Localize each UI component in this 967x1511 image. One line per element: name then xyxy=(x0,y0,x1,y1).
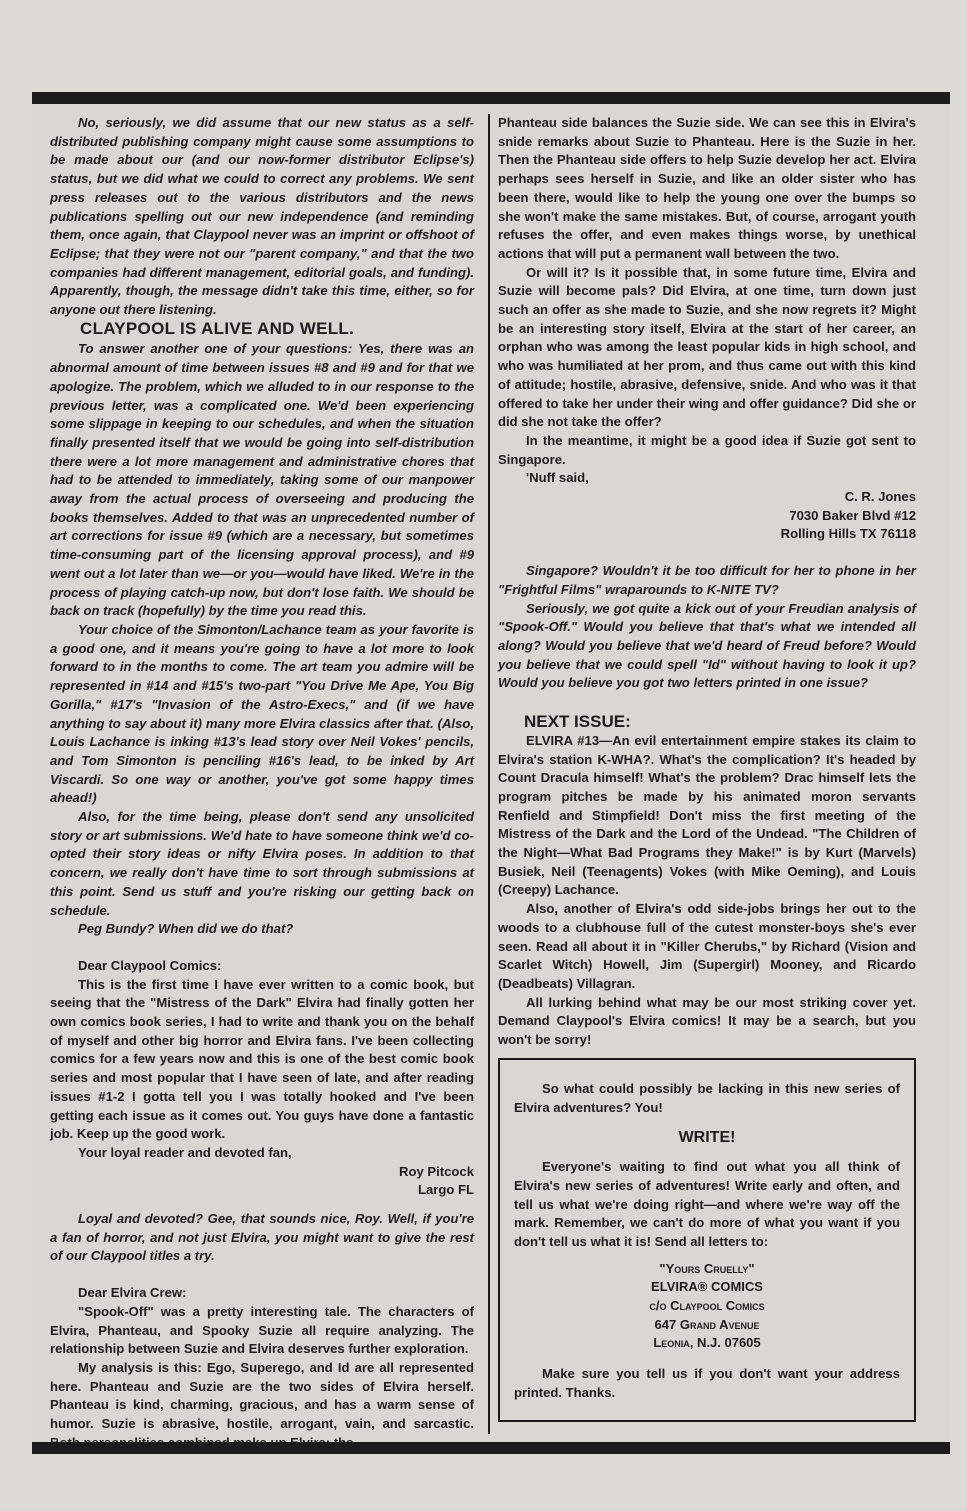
address-line: "Yours Cruelly" xyxy=(659,1260,755,1276)
editor-reply-8: Seriously, we got quite a kick out of your Freudian analysis of "Spook-Off." Would you believe that that's what we intended all along? Would you believe that we'd heard of Freud before? Would you believe that we could spell "Id" without having to look it up? Would you believe you got two letters printed in one issue? xyxy=(498,600,916,691)
editor-reply-7: Singapore? Wouldn't it be too difficult for her to phone in her "Frightful Films" wraparounds to K-NITE TV? xyxy=(498,563,916,597)
editor-reply-6: Loyal and devoted? Gee, that sounds nice, Roy. Well, if you're a fan of horror, and not just Elvira, you might want to give the rest of our Claypool titles a try. xyxy=(50,1211,474,1264)
next-issue-heading: NEXT ISSUE: xyxy=(524,712,631,732)
letter-paragraph: Phanteau side balances the Suzie side. We can see this in Elvira's snide remarks about Suzie to Phanteau. Here is the Suzie in her. Then the Phanteau side offers to help Suzie develop her act. Elvira perhaps sees herself in Suzie, and like an older sister who has been there, would like to help the young one over the bumps so she won't make the same mistakes. But, of course, arrogant youth refuses the offer, and even makes things worse, by unethical actions that will put a permanent wall between the two. xyxy=(498,115,916,261)
letter-paragraph: "Spook-Off" was a pretty interesting tale. The characters of Elvira, Phanteau, and Spooky Suzie all require analyzing. The relationship between Suzie and Elvira deserves further exploration. xyxy=(50,1303,474,1357)
write-closing: Make sure you tell us if you don't want your address printed. Thanks. xyxy=(514,1366,900,1400)
letter-body: This is the first time I have ever written to a comic book, but seeing that the "Mistress of the Dark" Elvira had finally gotten her own comics book series, I had to write and thank you on the behalf of myself and other big horror and Elvira fans. I've been collecting comics for a few years now and this is one of the best comic book series and most popular that I have seen of late, and after reading issues #1-2 I gotta tell you I was totally hooked and I've been getting each issue as it comes out. You guys have done a fantastic job. Keep up the good work. xyxy=(50,976,474,1142)
letter-signature-name: C. R. Jones xyxy=(844,489,916,505)
letter-salutation: Dear Claypool Comics: xyxy=(78,957,222,973)
next-issue-paragraph: All lurking behind what may be our most striking cover yet. Demand Claypool's Elvira comics! It may be a search, but you won't be sorry! xyxy=(498,994,916,1048)
address-line: 647 Grand Avenue xyxy=(654,1316,760,1332)
write-title: WRITE! xyxy=(678,1129,736,1147)
editor-reply-2: To answer another one of your questions: Yes, there was an abnormal amount of time between issues #8 and #9 and for that we apologize. The problem, which we alluded to in our response to the previous letter, was a complicated one. We'd been experiencing some slippage in keeping to our schedules, and when the situation finally presented itself that we would be going into self-distribution there were a lot more management and administrative chores that had to be attended to immediately, taking some of our manpower away from the actual process of overseeing and producing the books themselves. Added to that was an unprecedented number of art corrections for issue #9 (which are a necessary, but sometimes time-consuming part of the licensing approval process), and #9 went out a lot later than we—or you—would have liked. We're in the process of playing catch-up now, but don't lose faith. We should be back on track (hopefully) by the time you read this. xyxy=(50,341,474,619)
letter-signature-place: Largo FL xyxy=(417,1182,474,1198)
letter-closing: Your loyal reader and devoted fan, xyxy=(78,1144,292,1160)
left-column xyxy=(50,114,490,1450)
letter-paragraph: My analysis is this: Ego, Superego, and Id are all represented here. Phanteau and Suzie are the two sides of Elvira herself. Phanteau is kind, charming, gracious, and has a warm sense of humor. Suzie is abrasive, hostile, arrogant, vain, and sarcastic. Both personalities combined make up Elvira; the xyxy=(50,1360,474,1450)
next-issue-paragraph: ELVIRA #13—An evil entertainment empire stakes its claim to Elvira's station K-WHA?. What's the complication? It's headed by Count Dracula himself! What's the problem? Drac himself lets the program pitches be made by his animated moron servants Renfield and Stimpfield! Don't miss the first meeting of the Mistress of the Dark and the Lord of the Undead. "The Children of the Night—What Bad Programs they Make!" is by Kurt (Marvels) Busiek, Neil (Teenagents) Vokes (with Mike Oeming), and Louis (Creepy) Lachance. xyxy=(498,732,916,898)
editor-reply-1: No, seriously, we did assume that our new status as a self-distributed publishing company might cause some assumptions to be made about our (and our now-former distributor Eclipse's) status, but we did what we could to correct any problems. We sent press releases out to the various distributors and the news publications spelling out our new independence (and reminding them, once again, that Claypool never was an imprint or offshoot of Eclipse; that they were not our "parent company," and that the two companies had different management, editorial goals, and funding). Apparently, though, the message didn't take this time, either, so for anyone out there listening. xyxy=(50,115,474,318)
write-box xyxy=(498,1058,916,1422)
address-line: Leonia, N.J. 07605 xyxy=(653,1335,761,1351)
address-line: c/o Claypool Comics xyxy=(649,1298,765,1314)
letter-paragraph: In the meantime, it might be a good idea if Suzie got sent to Singapore. xyxy=(498,432,916,467)
letter-signature-address: 7030 Baker Blvd #12 xyxy=(789,507,916,523)
editor-reply-5: Peg Bundy? When did we do that? xyxy=(78,921,294,937)
letter-signature xyxy=(498,488,916,544)
right-column xyxy=(498,114,916,1050)
editor-reply-3: Your choice of the Simonton/Lachance team as your favorite is a good one, and it means you're going to have a lot more to look forward to in the months to come. The art team you admire will be represented in #14 and #15's two-part "You Drive Me Ape, You Big Gorilla," #17's "Invasion of the Astro-Execs," and (if we have anything to say about it) many more Elvira classics after that. (Also, Louis Lachance is inking #13's lead story over Neil Vokes' pencils, and Tom Simonton is penciling #16's lead, to be inked by Art Viscardi. So one way or another, you've got some happy times ahead!) xyxy=(50,621,474,806)
editor-reply-4: Also, for the time being, please don't send any unsolicited story or art submissions. We'd hate to have someone think we'd co-opted their story ideas or nifty Elvira poses. In addition to that concern, we really don't have time to sort through submissions at this point. Send us stuff and you're risking our getting back on schedule. xyxy=(50,809,474,918)
letter-signature-name: Roy Pitcock xyxy=(399,1163,474,1179)
letter-paragraph: Or will it? Is it possible that, in some future time, Elvira and Suzie will become pals? Did Elvira, at one time, turn down just such an offer as she made to Suzie, and she now regrets it? Might be an interesting story itself, Elvira at the start of her career, an orphan who was among the least popular kids in high school, and who was humiliated at her prom, and thus came out with this kind of attitude; hostile, abrasive, defensive, snide. And who was it that offered to take her under their wing and offer guidance? Did she or did she not take the offer? xyxy=(498,264,916,430)
mailing-address xyxy=(514,1260,900,1354)
next-issue-paragraph: Also, another of Elvira's odd side-jobs brings her out to the woods to a clubhouse full of the cutest monster-boys she's ever seen. Read all about it in "Killer Cherubs," by Richard (Vision and Scarlet Witch) Howell, Jim (Supergirl) Mooney, and Ricardo (Deadbeats) Villagran. xyxy=(498,901,916,991)
write-intro: So what could possibly be lacking in this new series of Elvira adventures? You! xyxy=(514,1081,900,1115)
section-heading: CLAYPOOL IS ALIVE AND WELL. xyxy=(80,318,355,338)
letter-signature-address: Rolling Hills TX 76118 xyxy=(780,526,916,542)
letter-salutation: Dear Elvira Crew: xyxy=(78,1285,187,1301)
address-line: ELVIRA® COMICS xyxy=(651,1279,763,1295)
letter-paragraph: 'Nuff said, xyxy=(526,470,589,486)
write-body: Everyone's waiting to find out what you all think of Elvira's new series of adventures! Write early and often, and tell us what we're doing right—and where we're way off the mark. Remember, we can't do more of what you want if you don't tell us what it is! Send all letters to: xyxy=(514,1159,900,1249)
